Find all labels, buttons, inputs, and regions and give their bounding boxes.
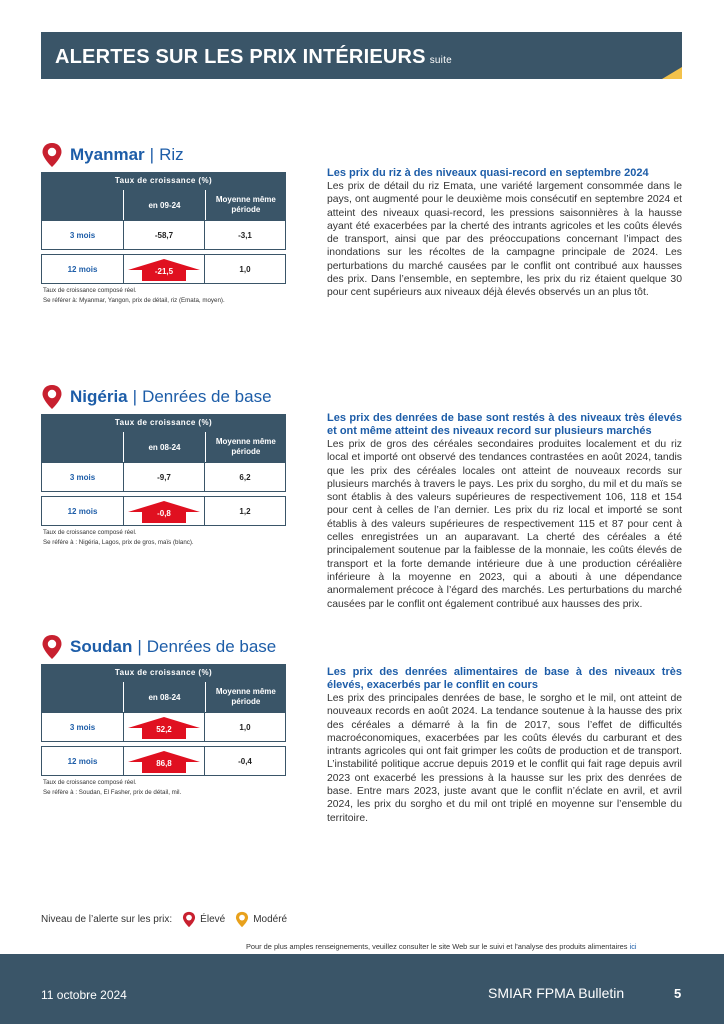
growth-value: -58,7 [154,230,174,240]
note-line: Taux de croissance composé réel. [43,529,137,536]
country-name: Myanmar [70,145,145,164]
column-header-period: en 08-24 [123,432,204,462]
section-heading [41,142,184,168]
section-soudan [41,634,682,834]
note-line: Taux de croissance composé réel. [43,779,137,786]
note-line: Taux de croissance composé réel. [43,287,137,294]
growth-value: -21,5 [154,266,174,276]
row-label: 12 mois [41,746,124,776]
more-info-link[interactable]: ici [629,942,637,951]
section-text [327,167,682,300]
row-label: 12 mois [41,254,124,284]
commodity-name: Denrées de base [146,637,277,656]
growth-rate-table [41,172,286,285]
column-header-period: en 08-24 [123,682,204,712]
page-number: 5 [674,986,682,1001]
growth-value: 52,2 [156,724,172,734]
more-info-line [246,942,637,951]
heading-separator: | [137,637,142,656]
moderate-alert-pin-icon [235,911,249,928]
column-header-period: en 09-24 [123,190,204,220]
table-row [41,712,286,743]
section-body: Les prix de gros des céréales secondaires produites localement et du riz local et importé ont observé des tendances contrastées en août 2024, tandis que les prix des céréales locales ont atteint de nouveaux records sur plusieurs marchés à travers le pays. Les prix du sorgho, du mil et du maïs se sont établis à des valeurs supérieures de respectivement 106, 118 et 154 pour cent à celles de l’an dernier. Les prix du riz local et importé se sont établis à des valeurs supérieures de respectivement 115 et 87 pour cent à celles enregistrées un an auparavant. La cherté des céréales a été principalement soutenue par la faiblesse de la monnaie, les coûts élevés de transport et la forte demande intérieure due à une production céréalière inférieure à la moyenne en 2023, qui a abouti à une dépendance anormalement précoce à l’égard des marchés. Les perturbations du marché causées par le conflit ont également contribué aux hausses des prix. [327,439,682,610]
table-header-row [41,190,286,220]
table-notes [43,528,194,548]
footer-bulletin-name: SMIAR FPMA Bulletin [488,985,625,1001]
table-title: Taux de croissance (%) [41,664,286,682]
growth-value: 86,8 [156,758,172,768]
alert-pin-icon [41,384,63,410]
table-row [41,462,286,493]
section-heading [41,384,272,410]
average-value: 1,2 [205,496,286,526]
section-heading [41,634,276,660]
note-line: Se référe à : Nigéria, Lagos, prix de gros, maïs (blanc). [43,539,194,546]
page-title: ALERTES SUR LES PRIX INTÉRIEURS suite [55,46,452,68]
country-name: Soudan [70,637,133,656]
commodity-name: Riz [159,145,184,164]
table-row [41,220,286,251]
section-body: Les prix de détail du riz Emata, une variété largement consommée dans le pays, ont augmenté pour le deuxième mois consécutif en septembre 2024 et atteint des niveaux quasi-record, les pressions saisonnières à la hausse ayant été exacerbées par la cherté des intrants agricoles et les coûts élevés de transport, ainsi que par des préoccupations concernant l’impact des inondations sur les récoltes de la campagne principale de 2024. Les perturbations du marché causées par le conflit ont contribué aux hausses des prix. Dans l’ensemble, en septembre, les prix du riz étaient quelque 30 pour cent supérieurs aux niveaux déjà élevés observés un an plus tôt. [327,181,682,299]
section-headline: Les prix du riz à des niveaux quasi-record en septembre 2024 [327,167,649,179]
row-label: 12 mois [41,496,124,526]
legend-moderate: Modéré [253,914,288,925]
section-headline: Les prix des denrées de base sont restés à des niveaux très élevés et ont même atteint des niveaux record sur plusieurs marchés [327,412,682,437]
alert-pin-icon [41,142,63,168]
average-value: -0,4 [205,746,286,776]
average-value: 1,0 [205,712,286,742]
section-text [327,412,682,611]
column-header-average: Moyenne même période [205,190,286,220]
table-header-row [41,682,286,712]
title-suffix: suite [429,55,452,66]
heading-separator: | [149,145,155,164]
average-value: 1,0 [205,254,286,284]
average-value: -3,1 [205,220,286,250]
section-text [327,666,682,825]
note-line: Se réfère à : Soudan, El Fasher, prix de détail, mil. [43,789,182,796]
section-body: Les prix des principales denrées de base, le sorgho et le mil, ont atteint de nouveaux records en août 2024. La tendance soutenue à la hausse des prix des céréales a démarré à la fin de 2017, sous l’effet de difficultés macroéconomiques, exacerbées par les coûts élevés du carburant et des intrants agricoles qui ont fait grimper les coûts de production et de transport. L’instabilité politique accrue depuis 2019 et le conflit qui fait rage depuis avril 2023 ont exacerbé les pressions à la hausse sur les prix des denrées de base. Entre mars 2023, juste avant que le conflit n’éclate en avril, et avril 2024, les prix du sorgho et du mil ont triplé en moyenne sur l’ensemble du territoire. [327,693,682,824]
row-label: 3 mois [41,712,124,742]
growth-rate-table [41,414,286,527]
section-myanmar [41,142,682,372]
page-header-banner [41,32,682,79]
average-value: 6,2 [205,462,286,492]
alert-legend [41,911,287,928]
heading-separator: | [132,387,138,406]
growth-value: -0,8 [157,508,171,518]
table-title: Taux de croissance (%) [41,172,286,190]
table-row [41,496,286,527]
table-notes [43,286,225,306]
footer-date: 11 octobre 2024 [41,988,127,1002]
commodity-name: Denrées de base [142,387,272,406]
banner-corner-accent [662,67,682,79]
table-title: Taux de croissance (%) [41,414,286,432]
column-header-average: Moyenne même période [205,432,286,462]
high-alert-pin-icon [182,911,196,928]
note-line: Se référer à: Myanmar, Yangon, prix de détail, riz (Emata, moyen). [43,297,225,304]
page-footer [0,954,724,1024]
alert-pin-icon [41,634,63,660]
table-row [41,254,286,285]
section-headline: Les prix des denrées alimentaires de base à des niveaux très élevés, exacerbés par le conflit en cours [327,666,682,691]
table-notes [43,778,181,798]
table-header-row [41,432,286,462]
growth-rate-table [41,664,286,777]
table-row [41,746,286,777]
legend-label: Niveau de l’alerte sur les prix: [41,914,173,925]
row-label: 3 mois [41,220,124,250]
row-label: 3 mois [41,462,124,492]
section-nigeria [41,384,682,624]
legend-high: Élevé [200,914,226,925]
column-header-average: Moyenne même période [205,682,286,712]
country-name: Nigéria [70,387,128,406]
more-info-text: Pour de plus amples renseignements, veuillez consulter le site Web sur le suivi et l’analyse des produits alimentaires [246,942,628,951]
growth-value: -9,7 [157,472,171,482]
